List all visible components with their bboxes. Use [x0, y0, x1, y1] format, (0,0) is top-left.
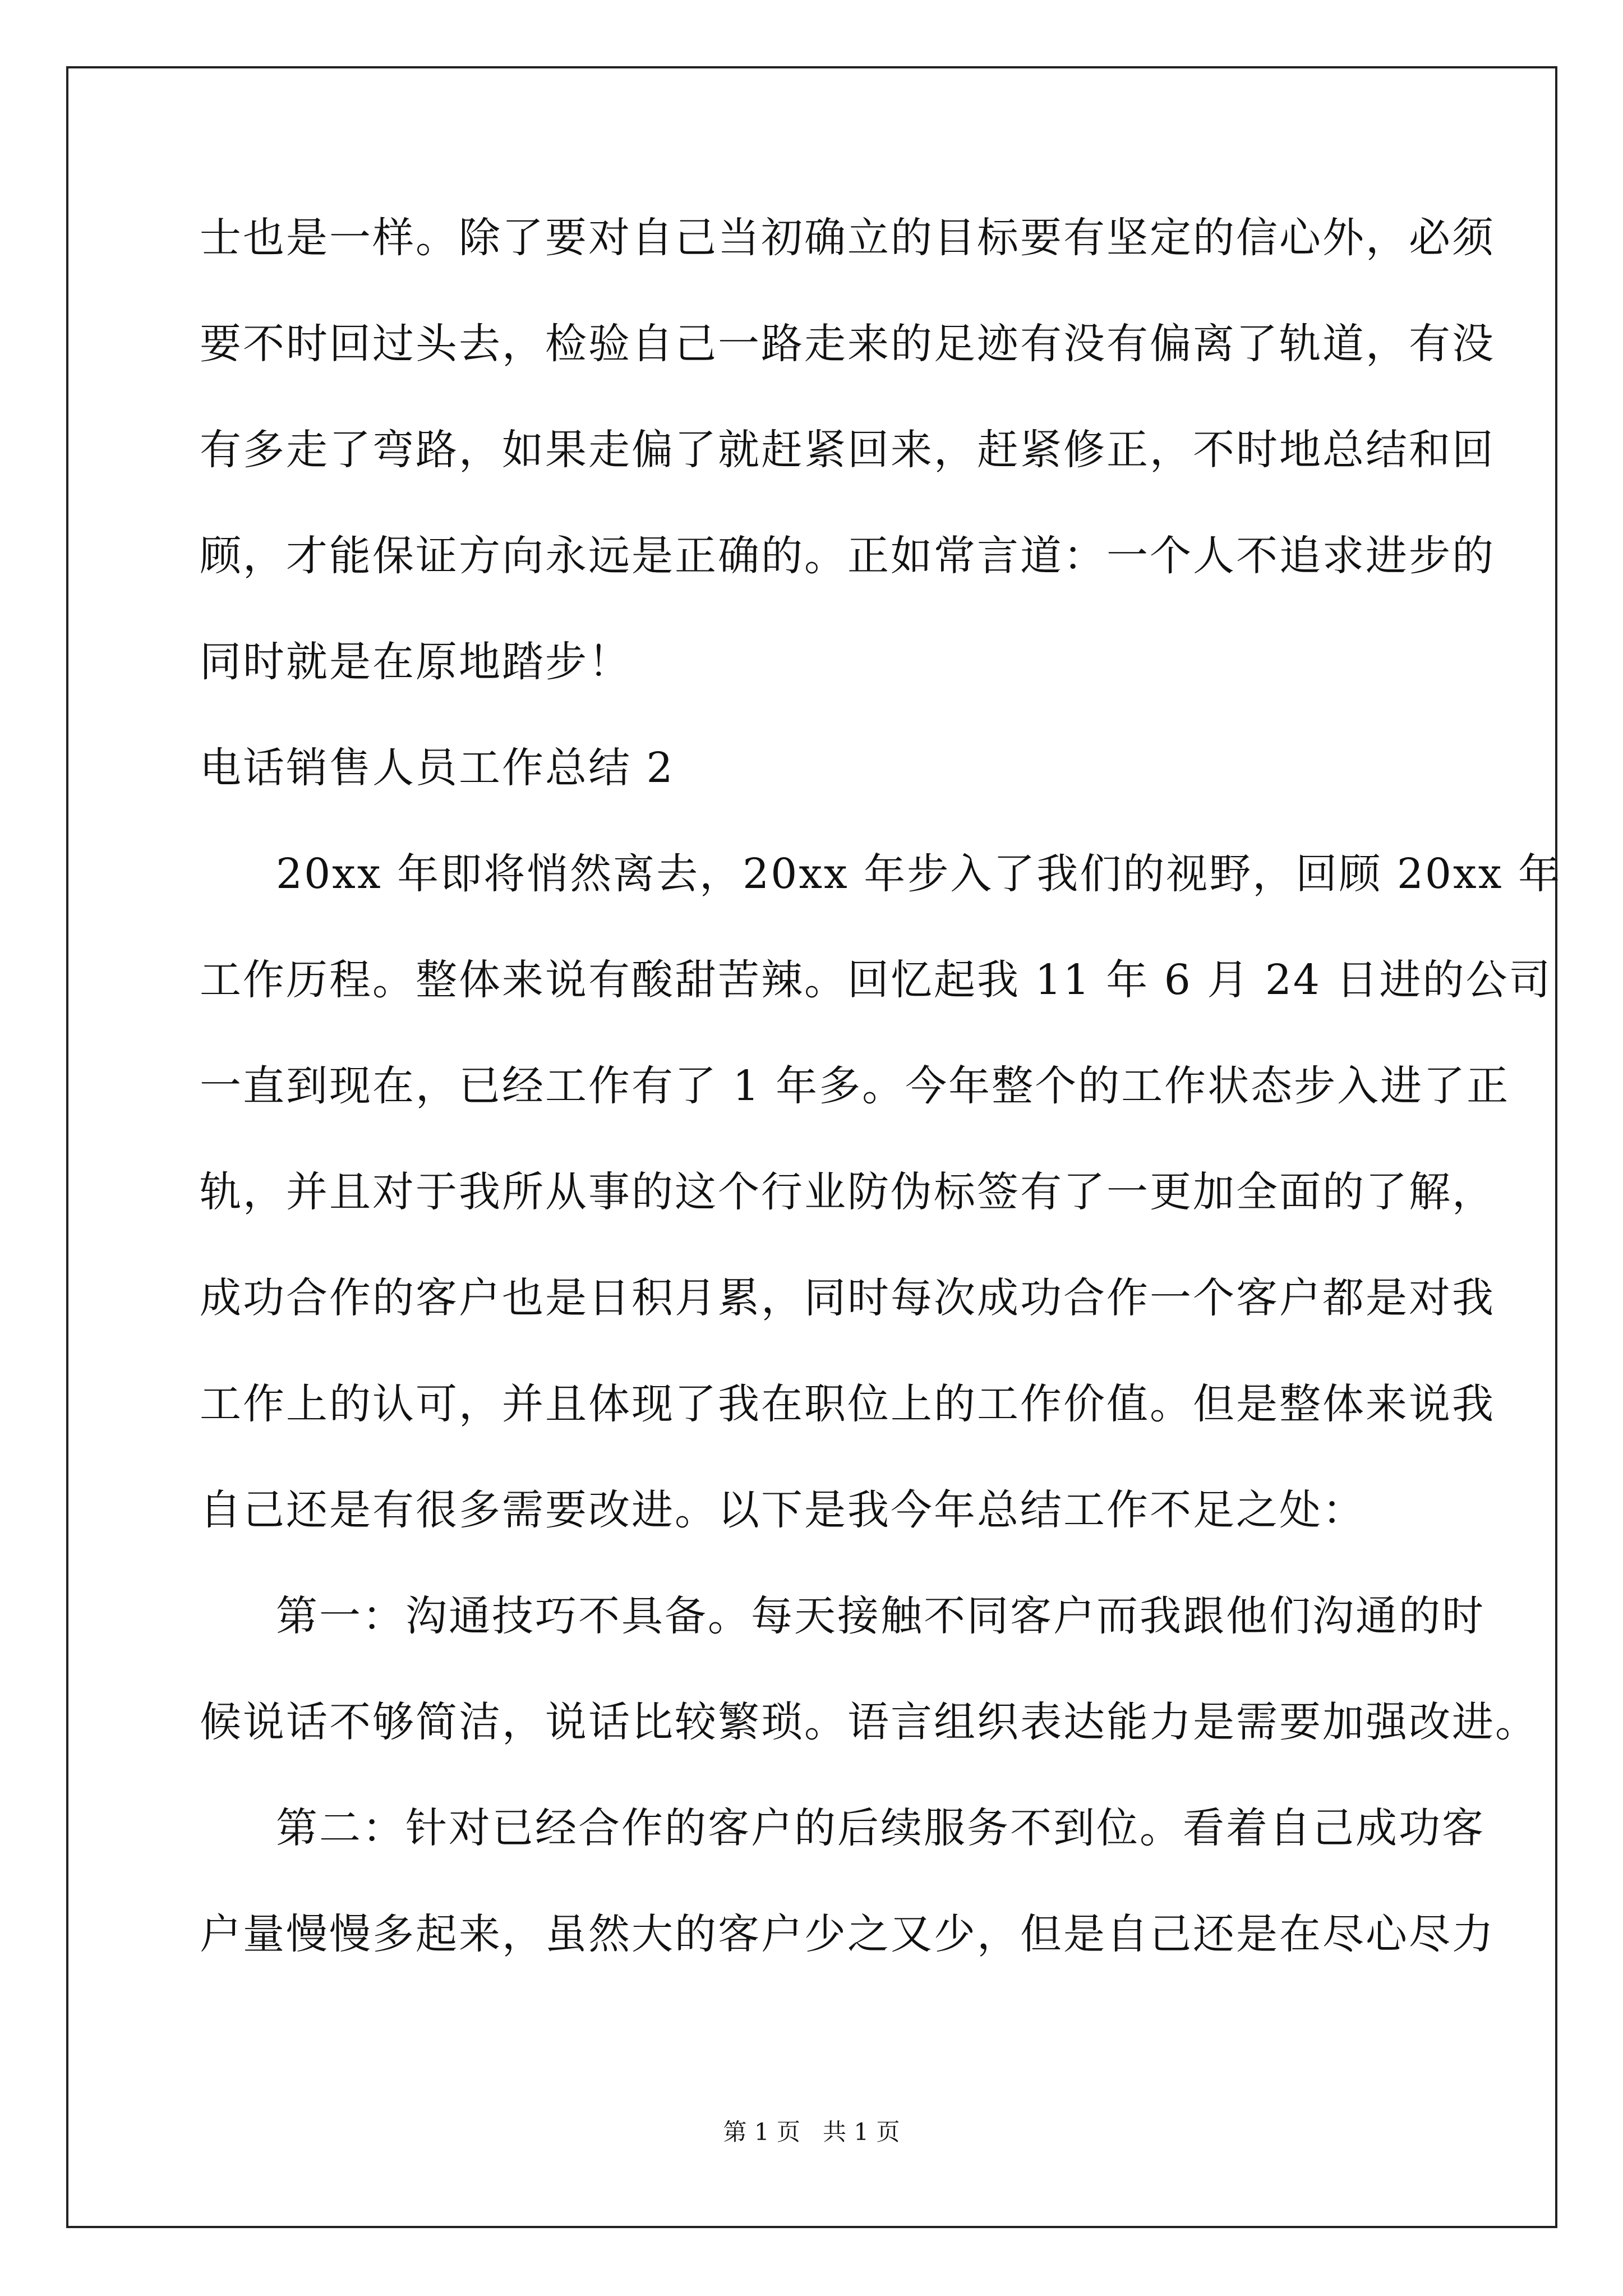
paragraph-line: 一直到现在，已经工作有了 1 年多。今年整个的工作状态步入进了正 [200, 1062, 1510, 1110]
paragraph-line: 第一：沟通技巧不具备。每天接触不同客户而我跟他们沟通的时 [276, 1592, 1485, 1640]
section-heading: 电话销售人员工作总结 2 [200, 744, 675, 792]
paragraph-line: 士也是一样。除了要对自己当初确立的目标要有坚定的信心外，必须 [200, 214, 1495, 262]
paragraph-line: 成功合作的客户也是日积月累，同时每次成功合作一个客户都是对我 [200, 1274, 1495, 1322]
paragraph-line: 自己还是有很多需要改进。以下是我今年总结工作不足之处： [200, 1486, 1366, 1534]
paragraph-line: 同时就是在原地踏步！ [200, 638, 631, 686]
page-border [66, 66, 1561, 2228]
paragraph-line: 有多走了弯路，如果走偏了就赶紧回来，赶紧修正，不时地总结和回 [200, 426, 1495, 474]
paragraph-line: 工作上的认可，并且体现了我在职位上的工作价值。但是整体来说我 [200, 1380, 1495, 1428]
paragraph-line: 顾，才能保证方向永远是正确的。正如常言道：一个人不追求进步的 [200, 532, 1495, 580]
paragraph-line: 20xx 年即将悄然离去，20xx 年步入了我们的视野，回顾 20xx 年 [276, 850, 1561, 898]
paragraph-line: 第二：针对已经合作的客户的后续服务不到位。看着自己成功客 [276, 1804, 1485, 1852]
paragraph-line: 轨，并且对于我所从事的这个行业防伪标签有了一更加全面的了解， [200, 1168, 1495, 1216]
paragraph-line: 要不时回过头去，检验自己一路走来的足迹有没有偏离了轨道，有没 [200, 320, 1495, 368]
paragraph-line: 工作历程。整体来说有酸甜苦辣。回忆起我 11 年 6 月 24 日进的公司 [200, 956, 1552, 1004]
page-number-footer: 第 1 页 共 1 页 [723, 2118, 900, 2146]
paragraph-line: 候说话不够简洁，说话比较繁琐。语言组织表达能力是需要加强改进。 [200, 1698, 1538, 1746]
paragraph-line: 户量慢慢多起来，虽然大的客户少之又少，但是自己还是在尽心尽力 [200, 1910, 1495, 1958]
